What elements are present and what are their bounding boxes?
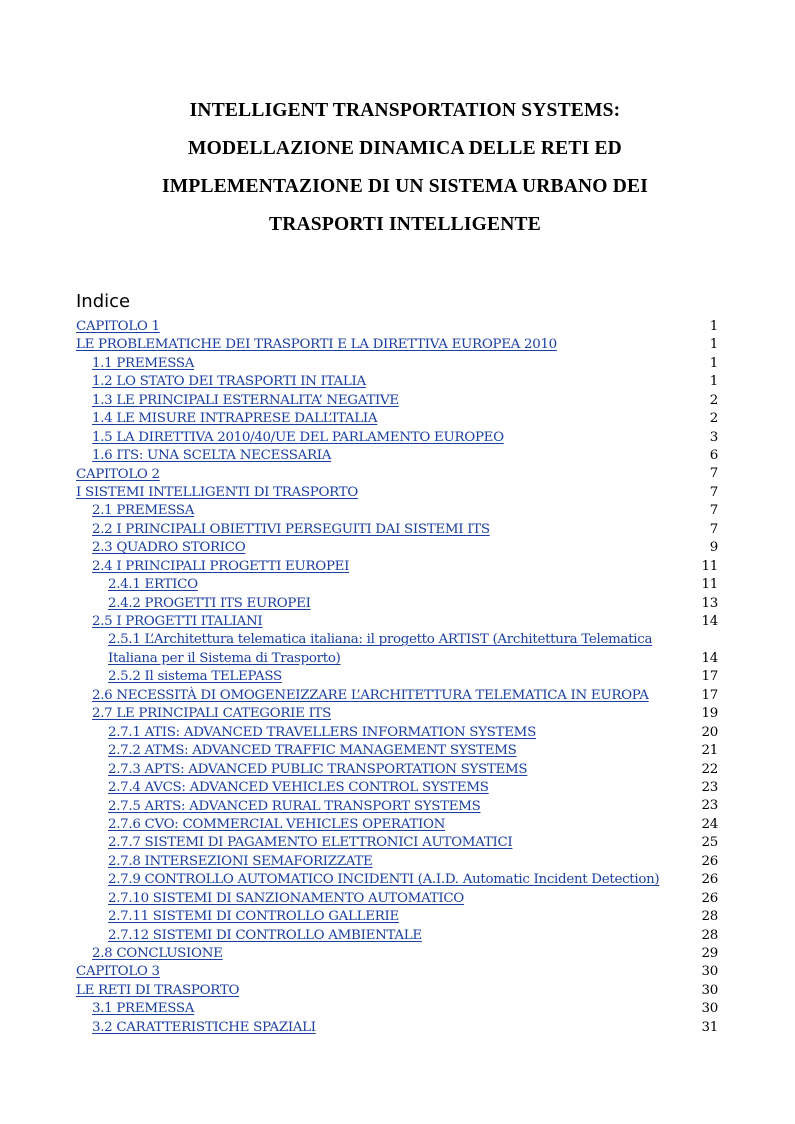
toc-entry-page: 14 [701, 650, 718, 666]
toc-entry-link[interactable]: I SISTEMI INTELLIGENTI DI TRASPORTO [76, 484, 358, 500]
toc-entry [76, 484, 718, 502]
toc-entry-page: 23 [701, 780, 718, 796]
toc-entry-link[interactable]: CAPITOLO 2 [76, 466, 160, 482]
toc-entry [76, 908, 718, 926]
toc-entry-link[interactable]: 3.2 CARATTERISTICHE SPAZIALI [92, 1019, 316, 1035]
toc-entry-link[interactable]: CAPITOLO 1 [76, 319, 160, 334]
toc-entry [76, 410, 718, 428]
toc-entry-link[interactable]: 1.2 LO STATO DEI TRASPORTI IN ITALIA [92, 374, 366, 390]
toc-entry [76, 336, 718, 354]
toc-entry-page: 22 [701, 761, 718, 777]
title-line: TRASPORTI INTELLIGENTE [269, 214, 541, 235]
toc-entry-page: 26 [701, 890, 718, 906]
toc-entry-link[interactable]: 2.7.2 ATMS: ADVANCED TRAFFIC MANAGEMENT SYSTEMS [108, 743, 517, 759]
title-line: INTELLIGENT TRANSPORTATION SYSTEMS: [189, 100, 621, 121]
toc-entry-link[interactable]: 2.5.1 L’Architettura telematica italiana: il progetto ARTIST (Architettura Telematica Italiana per il Sistema di Trasporto) [108, 632, 653, 666]
toc-entry-page: 25 [701, 835, 718, 851]
toc-entry-page: 11 [701, 577, 718, 593]
toc-entry-link[interactable]: 1.3 LE PRINCIPALI ESTERNALITA’ NEGATIVE [92, 392, 399, 408]
toc-entry-link[interactable]: 2.8 CONCLUSIONE [92, 946, 223, 961]
title-line: IMPLEMENTAZIONE DI UN SISTEMA URBANO DEI [162, 176, 648, 197]
toc-entry [76, 613, 718, 631]
toc-entry [76, 558, 718, 576]
toc-entry [76, 373, 718, 391]
toc-entry-link[interactable]: LE PROBLEMATICHE DEI TRASPORTI E LA DIRETTIVA EUROPEA 2010 [76, 337, 557, 353]
toc-entry [76, 668, 718, 686]
toc-entry [76, 761, 718, 779]
toc-entry-page: 1 [709, 355, 718, 371]
toc-entry-link[interactable]: 2.7.7 SISTEMI DI PAGAMENTO ELETTRONICI AUTOMATICI [108, 835, 513, 851]
toc-entry-link[interactable]: CAPITOLO 3 [76, 964, 160, 980]
toc-entry-page: 7 [709, 503, 718, 519]
table-of-contents [76, 318, 718, 1037]
toc-entry [76, 576, 718, 594]
toc-entry-link[interactable]: 2.4.1 ERTICO [108, 577, 198, 593]
toc-entry-link[interactable]: 2.4.2 PROGETTI ITS EUROPEI [108, 595, 311, 611]
toc-entry [76, 779, 718, 797]
toc-entry [76, 724, 718, 742]
toc-entry [76, 687, 718, 705]
toc-entry-page: 30 [701, 964, 718, 980]
toc-entry-page: 20 [701, 724, 718, 740]
toc-entry-page: 1 [709, 337, 718, 353]
toc-entry-link[interactable]: 2.7.1 ATIS: ADVANCED TRAVELLERS INFORMATION SYSTEMS [108, 724, 536, 740]
toc-entry-page: 26 [701, 853, 718, 869]
toc-entry-link[interactable]: 2.1 PREMESSA [92, 503, 195, 519]
toc-entry-page: 30 [701, 982, 718, 998]
toc-entry-page: 26 [701, 872, 718, 888]
toc-entry [76, 798, 718, 816]
toc-entry-link[interactable]: 2.6 NECESSITÀ DI OMOGENEIZZARE L’ARCHITETTURA TELEMATICA IN EUROPA [92, 687, 649, 703]
toc-entry-link[interactable]: 2.7 LE PRINCIPALI CATEGORIE ITS [92, 706, 332, 722]
document-title [90, 92, 720, 244]
toc-entry [76, 521, 718, 539]
toc-entry-link[interactable]: 2.7.11 SISTEMI DI CONTROLLO GALLERIE [108, 909, 399, 925]
toc-entry-page: 13 [701, 595, 718, 611]
toc-entry [76, 1000, 718, 1018]
toc-entry-page: 23 [701, 798, 718, 814]
toc-entry-page: 11 [701, 558, 718, 574]
toc-entry-page: 7 [709, 466, 718, 482]
toc-entry-link[interactable]: 2.5 I PROGETTI ITALIANI [92, 614, 263, 629]
toc-entry-link[interactable]: 2.4 I PRINCIPALI PROGETTI EUROPEI [92, 558, 350, 574]
toc-entry-page: 2 [709, 411, 718, 427]
toc-entry-link[interactable]: LE RETI DI TRASPORTO [76, 982, 240, 998]
toc-entry-link[interactable]: 2.7.8 INTERSEZIONI SEMAFORIZZATE [108, 853, 373, 869]
toc-entry-link[interactable]: 1.4 LE MISURE INTRAPRESE DALL’ITALIA [92, 411, 378, 427]
toc-entry [76, 705, 718, 723]
toc-entry [76, 631, 718, 668]
toc-entry [76, 890, 718, 908]
toc-entry [76, 1019, 718, 1037]
toc-entry-link[interactable]: 2.7.9 CONTROLLO AUTOMATICO INCIDENTI (A.I.D. Automatic Incident Detection) [108, 872, 660, 888]
toc-entry [76, 429, 718, 447]
toc-entry-link[interactable]: 2.7.12 SISTEMI DI CONTROLLO AMBIENTALE [108, 927, 422, 943]
toc-entry-page: 17 [701, 687, 718, 703]
toc-entry [76, 982, 718, 1000]
toc-entry [76, 945, 718, 963]
toc-entry-page: 9 [709, 540, 718, 556]
toc-entry-link[interactable]: 2.5.2 Il sistema TELEPASS [108, 669, 282, 685]
toc-entry-page: 6 [709, 448, 718, 464]
toc-entry-page: 17 [701, 669, 718, 685]
toc-entry [76, 816, 718, 834]
toc-entry-page: 14 [701, 613, 718, 629]
title-line: MODELLAZIONE DINAMICA DELLE RETI ED [188, 138, 622, 159]
toc-entry [76, 539, 718, 557]
toc-entry-page: 29 [701, 945, 718, 961]
toc-entry-link[interactable]: 1.5 LA DIRETTIVA 2010/40/UE DEL PARLAMENTO EUROPEO [92, 429, 504, 445]
toc-entry-link[interactable]: 2.7.5 ARTS: ADVANCED RURAL TRANSPORT SYSTEMS [108, 798, 481, 814]
toc-entry-page: 28 [701, 909, 718, 925]
toc-entry [76, 318, 718, 336]
toc-entry [76, 447, 718, 465]
toc-entry [76, 595, 718, 613]
toc-entry-page: 21 [701, 743, 718, 759]
toc-entry-page: 3 [709, 429, 718, 445]
toc-entry-page: 7 [709, 484, 718, 500]
toc-entry [76, 963, 718, 981]
toc-entry-link[interactable]: 2.7.6 CVO: COMMERCIAL VEHICLES OPERATION [108, 816, 446, 832]
toc-entry-link[interactable]: 2.7.4 AVCS: ADVANCED VEHICLES CONTROL SYSTEMS [108, 780, 489, 796]
toc-entry [76, 834, 718, 852]
toc-entry [76, 355, 718, 373]
toc-entry-page: 2 [709, 392, 718, 408]
toc-entry [76, 466, 718, 484]
toc-entry-page: 19 [701, 706, 718, 722]
toc-entry [76, 502, 718, 520]
toc-entry-link[interactable]: 2.7.3 APTS: ADVANCED PUBLIC TRANSPORTATION SYSTEMS [108, 761, 528, 777]
index-heading: Indice [76, 291, 131, 312]
toc-entry [76, 871, 718, 889]
toc-entry-link[interactable]: 2.3 QUADRO STORICO [92, 540, 246, 556]
toc-entry-page: 30 [701, 1001, 718, 1017]
toc-entry-page: 1 [709, 374, 718, 390]
toc-entry-link[interactable]: 1.6 ITS: UNA SCELTA NECESSARIA [92, 448, 332, 464]
toc-entry [76, 927, 718, 945]
toc-entry-link[interactable]: 2.7.10 SISTEMI DI SANZIONAMENTO AUTOMATICO [108, 890, 464, 906]
toc-entry-page: 7 [709, 521, 718, 537]
toc-entry-link[interactable]: 3.1 PREMESSA [92, 1001, 195, 1017]
toc-entry-page: 28 [701, 927, 718, 943]
toc-entry-page: 31 [701, 1019, 718, 1035]
toc-entry-link[interactable]: 1.1 PREMESSA [92, 355, 195, 371]
toc-entry [76, 853, 718, 871]
toc-entry-link[interactable]: 2.2 I PRINCIPALI OBIETTIVI PERSEGUITI DAI SISTEMI ITS [92, 521, 490, 537]
toc-entry-page: 1 [709, 318, 718, 334]
toc-entry [76, 392, 718, 410]
toc-entry [76, 742, 718, 760]
toc-entry-page: 24 [701, 816, 718, 832]
